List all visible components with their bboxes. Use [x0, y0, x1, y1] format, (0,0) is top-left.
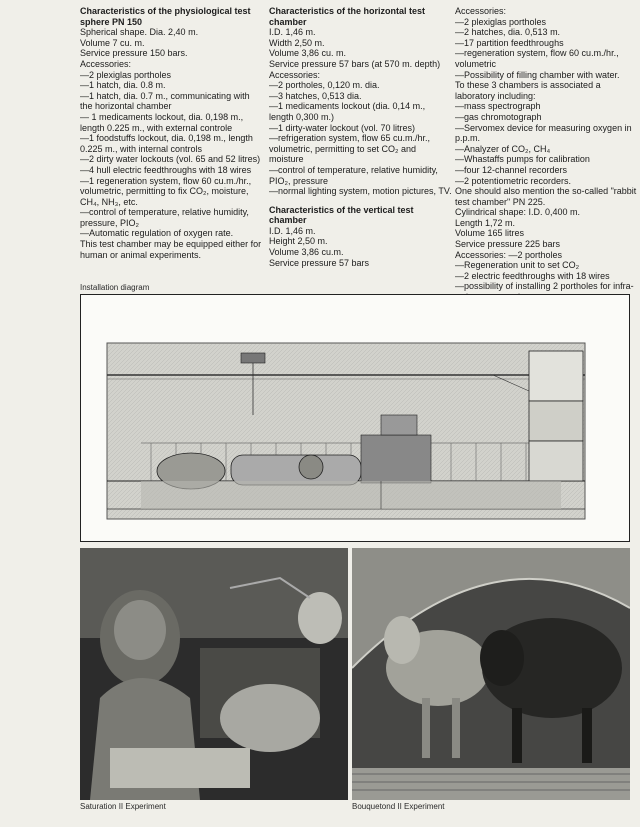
- spec-line: Cylindrical shape: I.D. 0,400 m.: [455, 207, 581, 218]
- installation-diagram-drawing: [81, 295, 629, 541]
- spec-line: —Automatic regulation of oxygen rate.: [80, 228, 234, 239]
- spec-line: —17 partition feedthroughs: [455, 37, 564, 48]
- spec-line: —1 dirty-water lockout (vol. 70 litres): [269, 122, 416, 133]
- installation-diagram: [80, 294, 630, 542]
- vertical-chamber-heading: Characteristics of the vertical test chamber: [269, 204, 414, 226]
- spec-line: —3 hatches, 0,513 dia.: [269, 90, 362, 101]
- saturation-experiment-caption: Saturation II Experiment: [80, 802, 166, 811]
- spec-line: —control of temperature, relative humidity, pressure, PIO₂: [80, 207, 249, 228]
- spec-line: —four 12-channel recorders: [455, 164, 568, 175]
- sphere-spec-list: [80, 27, 263, 260]
- spec-line: —2 potentiometric recorders.: [455, 175, 572, 186]
- spec-line: —1 hatch, dia. 0.7 m., communicating with the horizontal chamber: [80, 90, 250, 112]
- spec-line: This test chamber may be equipped either for human or animal experiments.: [80, 239, 262, 260]
- spec-line: I.D. 1,46 m.: [269, 27, 316, 38]
- saturation-experiment-photo: [80, 548, 348, 800]
- spec-line: Service pressure 150 bars.: [80, 48, 188, 59]
- spec-line: Accessories:: [455, 6, 507, 16]
- spec-line: —Analyzer of CO₂, CH₄: [455, 143, 551, 154]
- sphere-heading: Characteristics of the physiological test sphere PN 150: [80, 6, 251, 27]
- bouquetond-experiment-caption: Bouquetond II Experiment: [352, 802, 445, 811]
- horizontal-chamber-spec-list: [269, 27, 452, 197]
- saturation-photo-image: [80, 548, 348, 800]
- spec-line: —1 medicaments lockout (dia. 0,14 m., length 0,300 m.): [269, 101, 426, 122]
- spec-line: —Servomex device for measuring oxygen in p.p.m.: [455, 122, 632, 144]
- spec-line: Volume 3,86 cu.m.: [269, 247, 344, 258]
- spec-line: —2 dirty water lockouts (vol. 65 and 52 litres): [80, 154, 261, 165]
- spec-line: Accessories: —2 portholes: [455, 249, 563, 260]
- bouquetond-photo-image: [352, 548, 630, 800]
- spec-line: One should also mention the so-called "rabbit test chamber" PN 225.: [455, 186, 637, 207]
- spec-line: I.D. 1,46 m.: [269, 225, 316, 236]
- spec-line: —normal lighting system, motion pictures, TV.: [269, 186, 452, 197]
- accessories-laboratory-column: [455, 6, 637, 303]
- physiological-sphere-column: [80, 6, 263, 260]
- spec-line: Service pressure 57 bars: [269, 257, 370, 268]
- spec-line: Spherical shape. Dia. 2,40 m.: [80, 27, 199, 38]
- horizontal-chamber-heading: Characteristics of the horizontal test chamber: [269, 6, 426, 27]
- spec-line: —2 plexiglas portholes: [455, 16, 547, 27]
- spec-line: Accessories:: [80, 58, 132, 69]
- spec-line: Length 1,72 m.: [455, 217, 516, 228]
- test-chamber-column: [269, 6, 452, 268]
- spec-line: Service pressure 57 bars (at 570 m. depth): [269, 58, 441, 69]
- bouquetond-experiment-photo: [352, 548, 630, 800]
- vertical-chamber-spec-list: [269, 226, 452, 268]
- spec-line: Height 2,50 m.: [269, 236, 328, 247]
- spec-line: Accessories:: [269, 69, 321, 80]
- section-spacer: [269, 197, 452, 205]
- spec-line: —2 portholes, 0,120 m. dia.: [269, 80, 380, 91]
- spec-line: Volume 3,86 cu. m.: [269, 48, 347, 59]
- spec-line: Volume 165 litres: [455, 228, 525, 239]
- spec-line: —control of temperature, relative humidity, PIO₂, pressure: [269, 164, 438, 186]
- spec-line: —Whastaffs pumps for calibration: [455, 154, 590, 165]
- spec-line: —gas chromotograph: [455, 111, 542, 122]
- spec-line: Width 2,50 m.: [269, 37, 325, 48]
- spec-line: —2 electric feedthroughs with 18 wires: [455, 270, 610, 281]
- spec-line: Service pressure 225 bars: [455, 239, 561, 250]
- spec-line: —4 hull electric feedthroughs with 18 wires: [80, 164, 252, 175]
- spec-line: —2 hatches, dia. 0,513 m.: [455, 27, 561, 38]
- spec-line: To these 3 chambers is associated a laboratory including:: [455, 80, 601, 101]
- installation-diagram-caption: Installation diagram: [80, 283, 150, 292]
- spec-line: —1 hatch, dia. 0.8 m.: [80, 80, 166, 91]
- spec-line: —2 plexiglas portholes: [80, 69, 172, 80]
- spec-line: —Possibility of filling chamber with water.: [455, 69, 620, 80]
- spec-line: —mass spectrograph: [455, 101, 541, 112]
- spec-line: —refrigeration system, flow 65 cu.m./hr., volumetric, permitting to set CO₂ and moisture: [269, 133, 431, 165]
- spec-line: —Regeneration unit to set CO₂: [455, 260, 580, 271]
- spec-line: —1 foodstuffs lockout, dia. 0,198 m., length 0.225 m., with internal controls: [80, 133, 253, 154]
- spec-line: Volume 7 cu. m.: [80, 37, 145, 48]
- spec-line: —possibility of installing 2 portholes for infra-: [455, 281, 634, 292]
- spec-line: —1 regeneration system, flow 60 cu.m./hr., volumetric, permitting to fix CO₂, moisture, CH₄, NH₃, etc.: [80, 175, 252, 207]
- spec-line: — 1 medicaments lockout, dia. 0,198 m., length 0.225 m., with external controle: [80, 111, 244, 133]
- spec-line: —regeneration system, flow 60 cu.m./hr., volumetric: [455, 48, 619, 69]
